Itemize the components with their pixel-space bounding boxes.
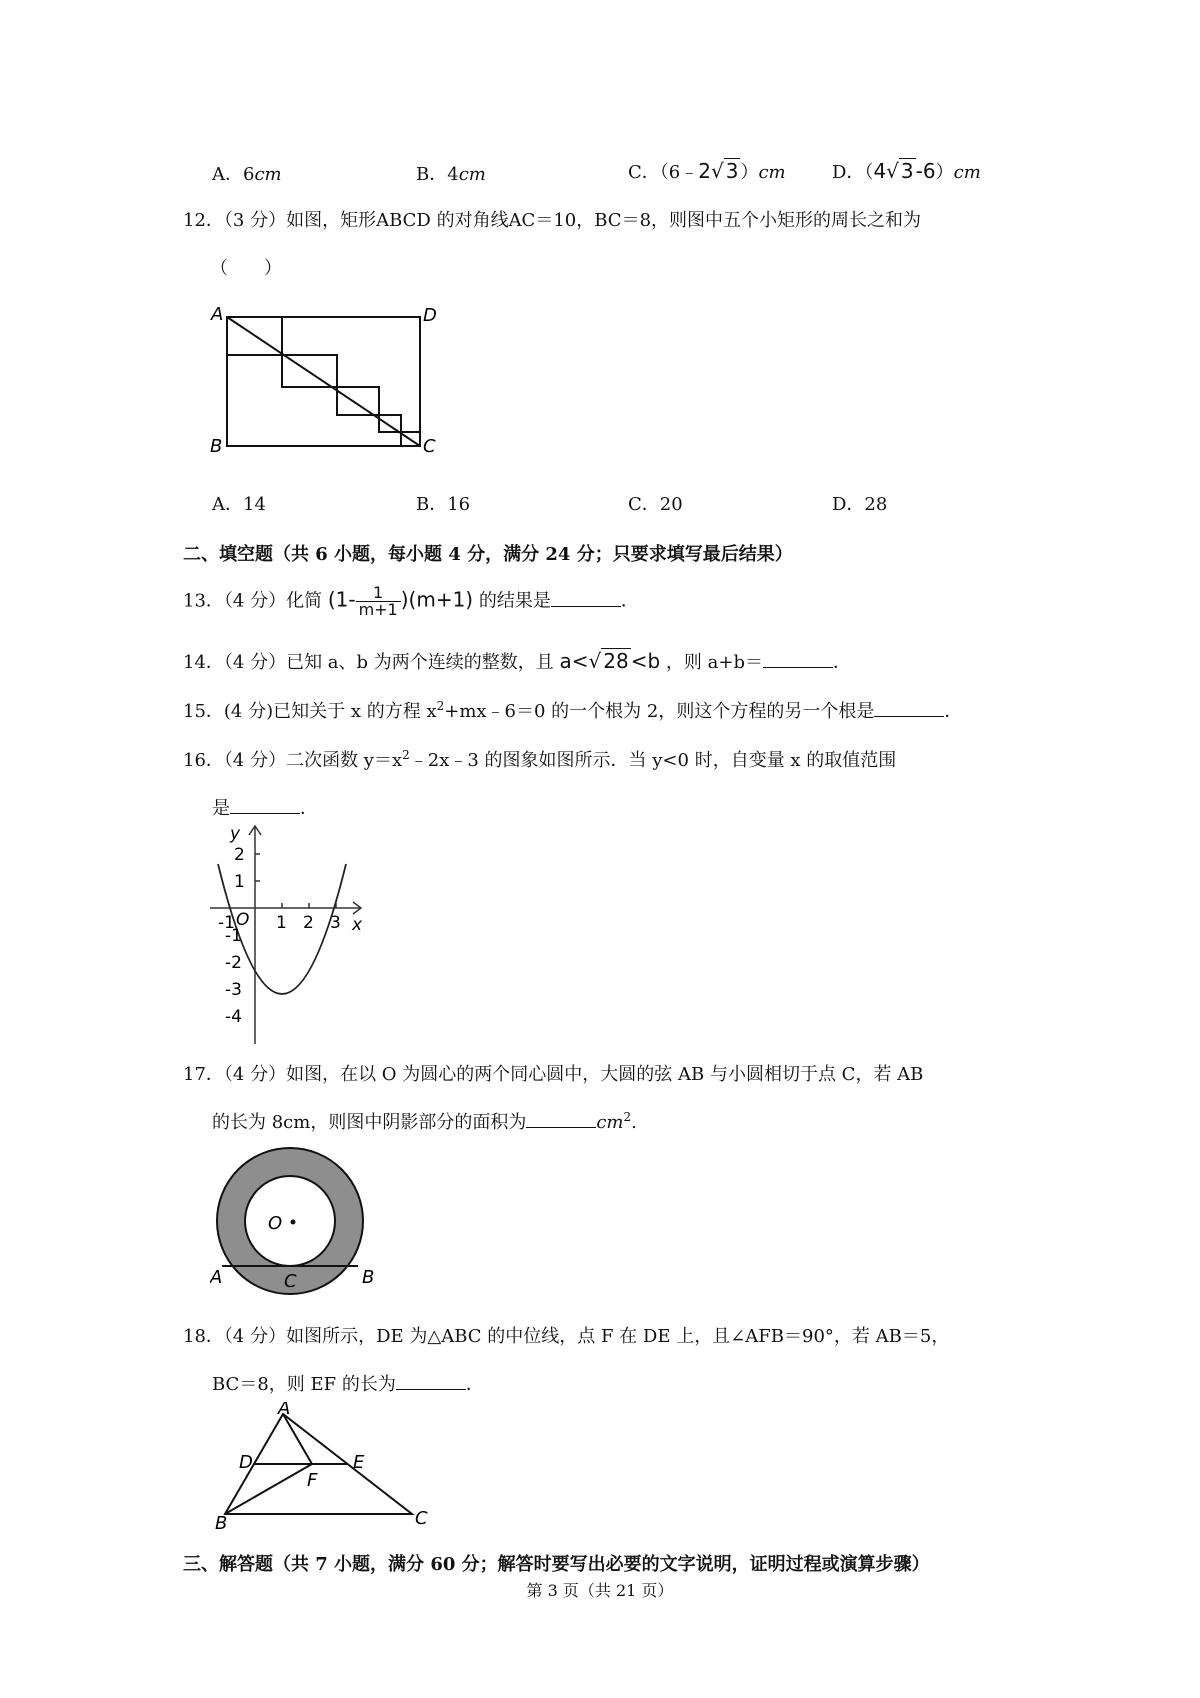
q18-triangle-figure [205,1402,445,1532]
q17-line1: 17．（4 分）如图，在以 O 为圆心的两个同心圆中，大圆的弦 AB 与小圆相切于点 C，若 AB [183,1064,924,1085]
section-3-heading: 三、解答题（共 7 小题，满分 60 分；解答时要写出必要的文字说明，证明过程或演算步骤） [183,1554,930,1575]
label-b: B [362,1267,375,1288]
q11-option-c: C．（6﹣2√ 3 ）cm [628,159,786,183]
y-tick-2: 2 [234,845,245,865]
y-tick-neg2: -2 [225,953,242,973]
y-tick-neg4: -4 [225,1007,242,1027]
q13-answer-blank [551,588,621,607]
origin-label: O [236,910,250,930]
q12-option-d: D．28 [832,494,888,515]
q16-line2: 是 ． [212,794,318,820]
q17-answer-blank [526,1109,596,1128]
label-e: E [353,1452,365,1473]
q12-option-c: C．20 [628,494,683,515]
label-c: C [415,1508,428,1529]
q12-rectangle-figure [205,300,445,460]
segment-af [283,1414,312,1464]
center-dot [291,1220,296,1225]
q13: 13．（4 分）化简 (1- $\frac{1}{m+1}$ )(m+1) 的结果是 ． [183,583,639,619]
label-a: A [210,1267,223,1288]
small-circle [245,1176,335,1266]
x-tick-neg1: -1 [218,913,235,933]
q15: 15．(4 分)已知关于 x 的方程 $x^2+mx﹣6=0$ 的一个根为 2，则这个方程的另一个根是 ． [183,699,963,722]
diagonal-ac [227,317,420,446]
q14-answer-blank [763,649,833,668]
label-o: O [268,1213,283,1234]
q18-line2: BC＝8，则 EF 的长为 ． [212,1370,484,1396]
small-rect-4 [379,415,401,432]
label-d: D [239,1452,253,1473]
y-tick-1: 1 [234,872,245,892]
q12-option-b: B．16 [416,494,471,515]
q14: 14．（4 分）已知 a、b 为两个连续的整数，且 a<√ 28 <b ，则 a+b＝ ． [183,649,851,673]
label-c: C [284,1271,297,1292]
x-tick-2: 2 [303,913,314,933]
label-d: D [423,305,437,326]
section-2-heading: 二、填空题（共 6 小题，每小题 4 分，满分 24 分；只要求填写最后结果） [183,544,793,565]
q12-option-a: A．14 [212,494,266,515]
small-rect-3 [337,387,379,415]
q16-line1: 16．（4 分）二次函数 $y=x^2﹣2x﹣3$ 的图象如图所示．当 y<0 时，自变量 x 的取值范围 [183,748,897,771]
label-b: B [210,436,223,457]
label-c: C [423,436,436,457]
label-f: F [307,1470,318,1491]
q12-stem: 12．（3 分）如图，矩形ABCD 的对角线AC＝10，BC＝8，则图中五个小矩形的周长之和为 [183,210,922,231]
q11-option-a: A．6cm [212,164,282,185]
q11-option-d: D．（4√ 3 -6）cm [832,159,981,183]
q16-answer-blank [230,795,300,814]
page-footer: 第 3 页（共 21 页） [526,1581,674,1600]
y-axis-label: y [230,824,241,844]
q17-line2: 的长为 8cm，则图中阴影部分的面积为 $cm^2$. [212,1110,637,1133]
q13-fraction: $\frac{1}{m+1}$ [356,585,401,618]
label-b: B [215,1513,228,1532]
q18-answer-blank [396,1371,466,1390]
q16-parabola-graph [200,822,370,1047]
label-a: A [278,1402,291,1419]
q18-line1: 18．（4 分）如图所示，DE 为△ABC 的中位线，点 F 在 DE 上，且∠AFB＝90°，若 AB＝5， [183,1326,950,1347]
q17-concentric-circles-figure [210,1145,380,1300]
x-tick-3: 3 [330,913,341,933]
y-tick-neg1: -1 [225,926,242,946]
x-axis-label: x [352,915,363,935]
q11-option-b: B．4cm [416,164,486,185]
q15-answer-blank [874,698,944,717]
q12-answer-paren: （ ） [210,258,282,279]
label-a: A [211,304,224,325]
y-tick-neg3: -3 [225,980,242,1000]
x-tick-1: 1 [276,913,287,933]
